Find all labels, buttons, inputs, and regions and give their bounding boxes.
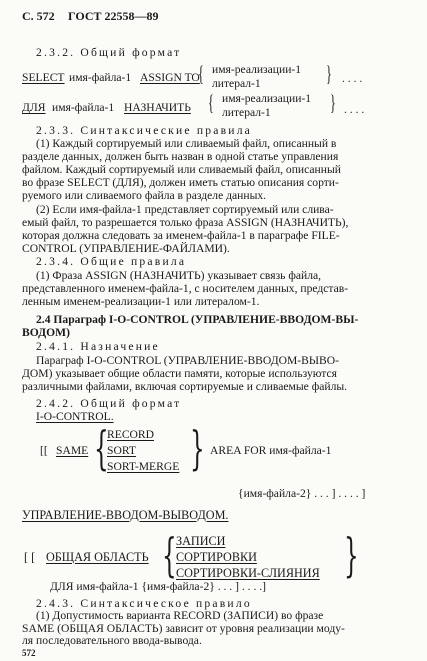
paragraph-line: SAME (ОБЩАЯ ОБЛАСТЬ) зависит от уровня реализации моду- (22, 622, 345, 635)
io-control-keyword: I-O-CONTROL. (36, 410, 114, 423)
section-2-4-title: 2.4 Параграф I-O-CONTROL (УПРАВЛЕНИЕ-ВВОДОМ-ВЫ- (36, 313, 359, 326)
left-brace: { (198, 61, 204, 86)
paragraph-line: (1) Допустимость варианта RECORD (ЗАПИСИ) во фразе (36, 609, 324, 622)
paragraph-line: разделе данных, должен быть назван в одной статье управления (22, 150, 339, 163)
format-dlya-keyword: ДЛЯ (22, 101, 46, 114)
section-2-4-3-heading: 2.4.3. Синтаксическое правило (36, 597, 252, 610)
open-brackets-ru: [ [ (24, 550, 36, 564)
page-label: С. 572 (22, 9, 55, 23)
format-file-name-1: имя-файла-1 (69, 71, 132, 84)
standard-label: ГОСТ 22558—89 (68, 9, 159, 23)
for-clause-ru: ДЛЯ имя-файла-1 {имя-файла-2} . . . ] . . . .] (50, 580, 267, 593)
format-ellipsis: . . . . (342, 72, 363, 85)
paragraph-line: ля последовательного ввода-вывода. (22, 634, 202, 647)
option-sortirovki-sliyaniya: СОРТИРОВКИ-СЛИЯНИЯ (176, 566, 320, 580)
open-brackets: [[ (40, 444, 48, 457)
section-2-3-4-heading: 2.3.4. Общие правила (36, 255, 187, 268)
paragraph-line: Параграф I-O-CONTROL (УПРАВЛЕНИЕ-ВВОДОМ-ВЫВО- (36, 354, 339, 367)
right-brace-ru: } (344, 528, 359, 582)
section-2-4-title-continued: ВОДОМ) (22, 326, 70, 339)
format-ellipsis-ru: . . . . (344, 103, 365, 116)
right-brace: } (326, 61, 332, 86)
paragraph-line: ДОМ) указывает общие области памяти, которые используются (22, 367, 337, 380)
paragraph-line: представленного именем-файла-1, с носителем данных, представ- (22, 282, 349, 295)
paragraph-line: (1) Каждый сортируемый или сливаемый файл, описанный в (36, 137, 337, 150)
format-naznachit-keyword: НАЗНАЧИТЬ (124, 101, 191, 114)
right-brace: } (190, 421, 205, 475)
repetition-clause: {имя-файла-2} . . . ] . . . . ] (238, 487, 366, 500)
paragraph-line: файлом. Каждый сортируемый или сливаемый файл, описанный (22, 163, 341, 176)
section-2-4-2-heading: 2.4.2. Общий формат (36, 397, 182, 410)
paragraph-line: которая должна следовать за именем-файла-1 в параграфе FILE- (22, 229, 340, 242)
option-sortirovki: СОРТИРОВКИ (176, 550, 257, 564)
format-option-literal: литерал-1 (212, 77, 261, 90)
io-control-ru-keyword: УПРАВЛЕНИЕ-ВВОДОМ-ВЫВОДОМ. (22, 508, 229, 522)
left-brace-ru: { (162, 528, 177, 582)
format-option-implementation-name: имя-реализации-1 (212, 63, 302, 76)
paragraph-line: руемого или сливаемого файла в разделе данных. (22, 189, 267, 202)
format-select-keyword: SELECT (22, 71, 65, 84)
format-option-literal-ru: литерал-1 (222, 106, 271, 119)
paragraph-line: (2) Если имя-файла-1 представляет сортируемый или слива- (36, 203, 334, 216)
area-for-clause: AREA FOR имя-файла-1 (210, 444, 332, 457)
option-sort-merge: SORT-MERGE (107, 460, 180, 473)
option-record: RECORD (107, 428, 155, 441)
paragraph-line: ленным именем-реализации-1 или литералом-1. (22, 295, 260, 308)
same-keyword: SAME (56, 444, 89, 457)
paragraph-line: во фразе SELECT (ДЛЯ), должен иметь статью описания сорти- (22, 176, 339, 189)
right-brace-ru: } (330, 90, 336, 115)
format-assign-keyword: ASSIGN TO (140, 71, 200, 84)
option-zapisi: ЗАПИСИ (176, 534, 226, 548)
format-option-implementation-name-ru: имя-реализации-1 (222, 92, 312, 105)
section-2-3-2-heading: 2.3.2. Общий формат (36, 46, 182, 59)
section-2-3-3-heading: 2.3.3. Синтаксические правила (36, 124, 253, 137)
paragraph-line: CONTROL (УПРАВЛЕНИЕ-ФАЙЛАМИ). (22, 242, 230, 255)
paragraph-line: различными файлами, включая сортируемые и сливаемые файлы. (22, 380, 348, 393)
paragraph-line: емый файл, то разрешается только фраза ASSIGN (НАЗНАЧИТЬ), (22, 216, 349, 229)
page-number: 572 (22, 648, 36, 658)
left-brace: { (94, 421, 109, 475)
format-file-name-1-ru: имя-файла-1 (52, 101, 115, 114)
same-keyword-ru: ОБЩАЯ ОБЛАСТЬ (46, 550, 149, 564)
option-sort: SORT (107, 444, 136, 457)
paragraph-line: (1) Фраза ASSIGN (НАЗНАЧИТЬ) указывает связь файла, (36, 269, 322, 282)
section-2-4-1-heading: 2.4.1. Назначение (36, 340, 160, 353)
left-brace-ru: { (208, 90, 214, 115)
